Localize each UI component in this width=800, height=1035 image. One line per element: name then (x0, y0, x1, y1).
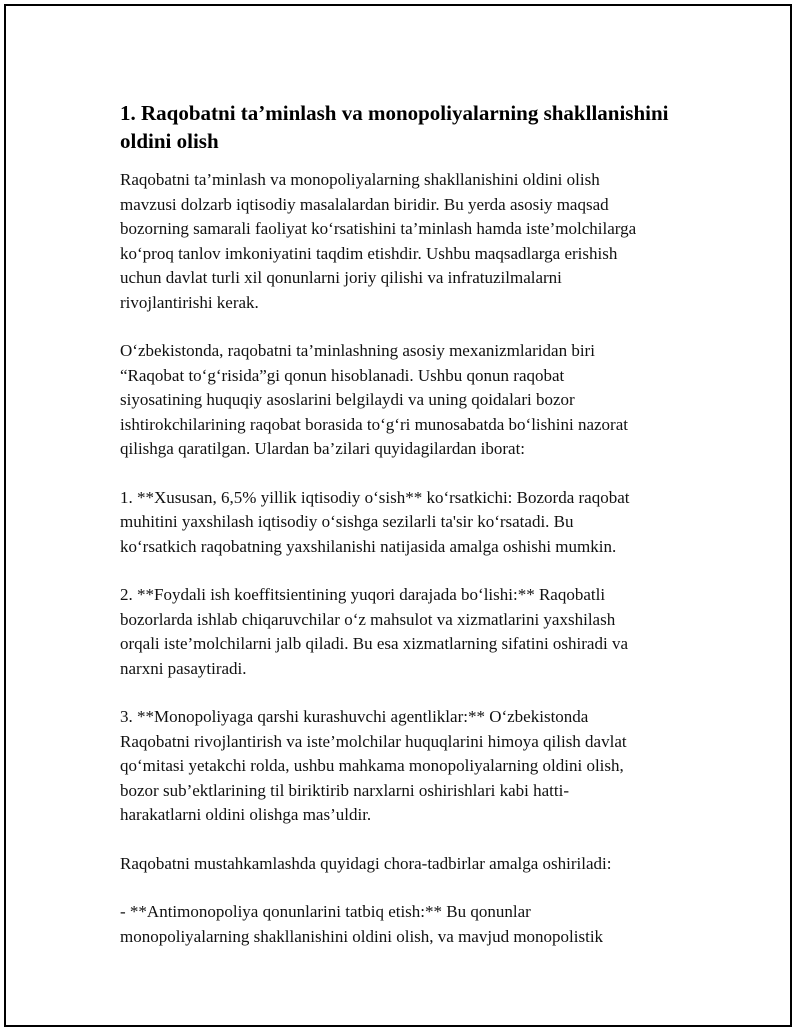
document-content (120, 99, 680, 973)
list-item-3: 3. **Monopoliyaga qarshi kurashuvchi agentliklar:** O‘zbekistonda Raqobatni rivojlantirish va iste’molchilar huquqlarini himoya qilish davlat qo‘mitasi yetakchi rolda, ushbu mahkama monopoliyalarning oldini olish, bozor sub’ektlarining til biriktirib narxlarni oshirishlari kabi hatti- harakatlarni oldini olishga mas’uldir. (120, 707, 627, 824)
paragraph-measures: Raqobatni mustahkamlashda quyidagi chora-tadbirlar amalga oshiriladi: (120, 853, 612, 873)
paragraph-intro: Raqobatni ta’minlash va monopoliyalarning shakllanishini oldini olish mavzusi dolzarb iqtisodiy masalalardan biridir. Bu yerda asosiy maqsad bozorning samarali faoliyat ko‘rsatishini ta’minlash hamda iste’molchilarga ko‘proq tanlov imkoniyatini taqdim etishdir. Ushbu maqsadlarga erishish uchun davlat turli xil qonunlarni joriy qilishi va infratuzilmalarni rivojlantirishi kerak. (120, 170, 637, 312)
list-item-1: 1. **Xususan, 6,5% yillik iqtisodiy o‘sish** ko‘rsatkichi: Bozorda raqobat muhitini yaxshilash iqtisodiy o‘sishga sezilarli ta'sir ko‘rsatadi. Bu ko‘rsatkich raqobatning yaxshilanishi natijasida amalga oshishi mumkin. (120, 487, 630, 556)
bullet-item-antimonopoly: - **Antimonopoliya qonunlarini tatbiq etish:** Bu qonunlar monopoliyalarning shakllanishini oldini olish, va mavjud monopolistik (120, 902, 604, 946)
document-page (4, 4, 792, 1027)
section-heading: 1. Raqobatni ta’minlash va monopoliyalarning shakllanishini oldini olish (120, 101, 669, 153)
list-item-2: 2. **Foydali ish koeffitsientining yuqori darajada bo‘lishi:** Raqobatli bozorlarda ishlab chiqaruvchilar o‘z mahsulot va xizmatlarini yaxshilash orqali iste’molchilarni jalb qiladi. Bu esa xizmatlarning sifatini oshiradi va narxni pasaytiradi. (120, 585, 628, 678)
paragraph-law: O‘zbekistonda, raqobatni ta’minlashning asosiy mexanizmlaridan biri “Raqobat to‘g‘risida”gi qonun hisoblanadi. Ushbu qonun raqobat siyosatining huquqiy asoslarini belgilaydi va uning qoidalari bozor ishtirokchilarining raqobat borasida to‘g‘ri munosabatda bo‘lishini nazorat qilishga qaratilgan. Ulardan ba’zilari quyidagilardan iborat: (120, 341, 628, 458)
